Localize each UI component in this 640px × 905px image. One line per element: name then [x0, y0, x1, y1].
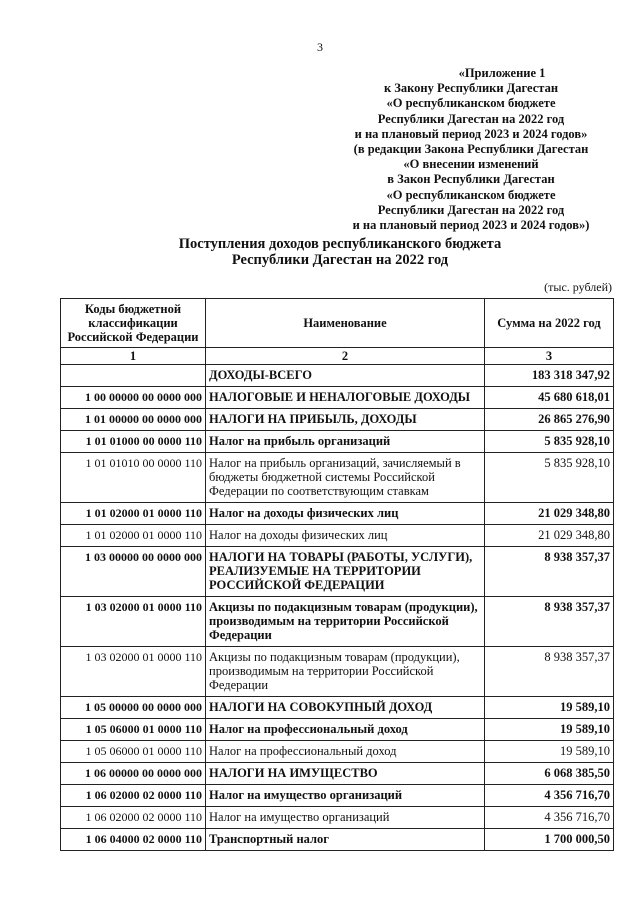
row-code: 1 03 02000 01 0000 110	[61, 597, 206, 647]
row-name: Налог на доходы физических лиц	[206, 503, 485, 525]
row-sum: 21 029 348,80	[485, 503, 614, 525]
row-name: НАЛОГИ НА ИМУЩЕСТВО	[206, 763, 485, 785]
row-name: Налог на имущество организаций	[206, 785, 485, 807]
row-sum: 8 938 357,37	[485, 547, 614, 597]
appendix-line: и на плановый период 2023 и 2024 годов»)	[352, 218, 590, 233]
row-code: 1 01 02000 01 0000 110	[61, 503, 206, 525]
row-code: 1 03 02000 01 0000 110	[61, 647, 206, 697]
row-code: 1 01 01000 00 0000 110	[61, 431, 206, 453]
table-row	[61, 829, 614, 851]
revenue-table	[60, 298, 614, 851]
table-header-row	[61, 299, 614, 348]
row-code: 1 05 06000 01 0000 110	[61, 719, 206, 741]
row-sum: 4 356 716,70	[485, 807, 614, 829]
row-code: 1 05 06000 01 0000 110	[61, 741, 206, 763]
row-sum: 5 835 928,10	[485, 453, 614, 503]
row-sum: 21 029 348,80	[485, 525, 614, 547]
row-name: Акцизы по подакцизным товарам (продукции), производимым на территории Российской Федерации	[206, 647, 485, 697]
table-row	[61, 409, 614, 431]
row-sum: 1 700 000,50	[485, 829, 614, 851]
row-code: 1 01 01010 00 0000 110	[61, 453, 206, 503]
row-sum: 19 589,10	[485, 697, 614, 719]
appendix-line: «О республиканском бюджете	[386, 96, 556, 111]
row-name: Налог на прибыль организаций, зачисляемый в бюджеты бюджетной системы Российской Федерации по соответствующим ставкам	[206, 453, 485, 503]
row-code: 1 01 02000 01 0000 110	[61, 525, 206, 547]
row-code: 1 03 00000 00 0000 000	[61, 547, 206, 597]
row-sum: 19 589,10	[485, 719, 614, 741]
row-code: 1 06 00000 00 0000 000	[61, 763, 206, 785]
row-code: 1 01 00000 00 0000 000	[61, 409, 206, 431]
row-sum: 45 680 618,01	[485, 387, 614, 409]
table-row	[61, 525, 614, 547]
table-row	[61, 785, 614, 807]
row-sum: 6 068 385,50	[485, 763, 614, 785]
row-sum: 5 835 928,10	[485, 431, 614, 453]
document-title	[60, 236, 620, 268]
title-line: Республики Дагестан на 2022 год	[231, 252, 449, 268]
appendix-line: Республики Дагестан на 2022 год	[377, 202, 565, 217]
table-row	[61, 387, 614, 409]
row-name: НАЛОГИ НА ТОВАРЫ (РАБОТЫ, УСЛУГИ), РЕАЛИЗУЕМЫЕ НА ТЕРРИТОРИИ РОССИЙСКОЙ ФЕДЕРАЦИИ	[206, 547, 485, 597]
title-line: Поступления доходов республиканского бюджета	[178, 236, 502, 252]
table-row	[61, 763, 614, 785]
table-row	[61, 453, 614, 503]
row-code: 1 06 02000 02 0000 110	[61, 807, 206, 829]
page-number: 3	[317, 40, 323, 54]
column-number: 3	[485, 348, 614, 365]
row-name: Налог на имущество организаций	[206, 807, 485, 829]
row-name: Налог на доходы физических лиц	[206, 525, 485, 547]
row-code: 1 05 00000 00 0000 000	[61, 697, 206, 719]
row-sum: 8 938 357,37	[485, 597, 614, 647]
column-number: 1	[61, 348, 206, 365]
row-name: Налог на профессиональный доход	[206, 719, 485, 741]
row-name: Налог на прибыль организаций	[206, 431, 485, 453]
row-sum: 183 318 347,92	[485, 365, 614, 387]
table-row	[61, 547, 614, 597]
appendix-line: «О республиканском бюджете	[386, 187, 556, 202]
row-name: НАЛОГИ НА СОВОКУПНЫЙ ДОХОД	[206, 697, 485, 719]
table-row	[61, 741, 614, 763]
row-sum: 26 865 276,90	[485, 409, 614, 431]
row-name: НАЛОГИ НА ПРИБЫЛЬ, ДОХОДЫ	[206, 409, 485, 431]
appendix-block	[330, 66, 612, 233]
appendix-line: Республики Дагестан на 2022 год	[377, 111, 565, 126]
appendix-line: «О внесении изменений	[403, 157, 539, 172]
row-sum: 19 589,10	[485, 741, 614, 763]
row-code: 1 06 02000 02 0000 110	[61, 785, 206, 807]
appendix-line: «Приложение 1	[458, 66, 546, 80]
row-sum: 4 356 716,70	[485, 785, 614, 807]
table-row	[61, 365, 614, 387]
row-sum: 8 938 357,37	[485, 647, 614, 697]
row-code	[61, 365, 206, 387]
row-name: ДОХОДЫ-ВСЕГО	[206, 365, 485, 387]
row-name: НАЛОГОВЫЕ И НЕНАЛОГОВЫЕ ДОХОДЫ	[206, 387, 485, 409]
table-row	[61, 719, 614, 741]
header-code: Коды бюджетной классификации Российской Федерации	[61, 299, 206, 348]
column-number: 2	[206, 348, 485, 365]
row-code: 1 06 04000 02 0000 110	[61, 829, 206, 851]
row-name: Транспортный налог	[206, 829, 485, 851]
table-body	[61, 365, 614, 851]
header-sum: Сумма на 2022 год	[485, 299, 614, 348]
row-name: Акцизы по подакцизным товарам (продукции), производимым на территории Российской Федерации	[206, 597, 485, 647]
table-row	[61, 597, 614, 647]
row-code: 1 00 00000 00 0000 000	[61, 387, 206, 409]
table-row	[61, 431, 614, 453]
appendix-line: в Закон Республики Дагестан	[387, 172, 555, 187]
table-row	[61, 697, 614, 719]
appendix-line: к Закону Республики Дагестан	[383, 81, 559, 96]
row-name: Налог на профессиональный доход	[206, 741, 485, 763]
table-row	[61, 503, 614, 525]
appendix-line: и на плановый период 2023 и 2024 годов»	[354, 126, 588, 141]
header-name: Наименование	[206, 299, 485, 348]
appendix-line: (в редакции Закона Республики Дагестан	[353, 142, 589, 157]
units-label: (тыс. рублей)	[544, 280, 612, 294]
table-row	[61, 807, 614, 829]
table-row	[61, 647, 614, 697]
column-number-row	[61, 348, 614, 365]
